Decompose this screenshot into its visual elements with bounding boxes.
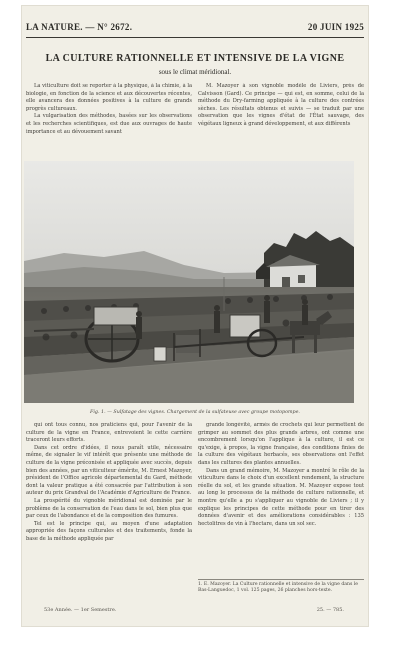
- issue-date: 20 JUIN 1925: [307, 22, 364, 32]
- figure-caption: Fig. 1. — Sulfatage des vignes. Chargement de la sulfateuse avec groupe motopompe.: [90, 410, 300, 415]
- vineyard-photo: [24, 161, 354, 403]
- magazine-issue: LA NATURE. — N° 2672.: [26, 22, 133, 32]
- page-header: [26, 20, 364, 34]
- paragraph: La prospérité du vignoble méridional est dominée par le problème de la conservation de l'eau dans le sol, bien plus que par ceux de l'abondance et de la composition des fumures.: [26, 497, 192, 520]
- magazine-page: [22, 6, 368, 626]
- volume-info: 53e Année. — 1er Semestre.: [44, 607, 117, 613]
- intro-columns: [26, 83, 364, 163]
- paragraph: grande longévité, armés de crochets qui leur permettent de grimper au sommet des plus grands arbres, ont comme une encombrement lorsqu'on l'applique à la culture, il est ce qu'exige, à propos, la vigne française, des conditions finies de la culture des végétaux herbacés, ses observations ont l'effet dans les cultures des plantes annuelles.: [198, 422, 364, 466]
- body-column-right: [198, 422, 364, 600]
- body-columns: [26, 422, 364, 600]
- article-subtitle: sous le climat méridional.: [158, 68, 232, 76]
- vineyard-photo-drawing: [24, 161, 354, 403]
- paragraph: Dans cet ordre d'idées, il nous paraît utile, nécessaire même, de signaler le vif intérêt que présente une méthode de culture de la vigne préconisée et appliquée avec succès, depuis bien des années, par un viticulteur émérite, M. Ernest Mazoyer, président de l'Office agricole départemental du Gard, méthode dont la valeur pratique a été consacrée par l'attribution à son auteur du prix Grandval de l'Académie d'Agriculture de France.: [26, 444, 192, 497]
- header-rule: [26, 37, 364, 38]
- page-number: 25. — 785.: [316, 607, 344, 613]
- body-column-left: [26, 422, 192, 600]
- footnote: 1. E. Mazoyer. La Culture rationnelle et intensive de la vigne dans le Bas-Languedoc, 1 vol. 125 pages, 26 planches hors-texte.: [198, 579, 364, 595]
- paragraph: La viticulture doit se reporter à la physique, à la chimie, à la biologie, en fonction de la science et aux découvertes récentes, elle avancera des données positives à la culture de grands progrès cultureaux.: [26, 83, 192, 112]
- paragraph: M. Mazoyer à son vignoble modèle de Liviers, près de Calvisson (Gard). Ce principe — qui est, en somme, celui de la méthode du Dry-farming appliquée à la culture des contrées sèches. Les résultats obtenus et suivis — se traduit par une observation que les vignes d'état de l'État sauvage, des végétaux ligneux à grand développement, et aux différents: [198, 83, 364, 127]
- paragraph: La vulgarisation des méthodes, basées sur les observations et les recherches scientifiques, est due aux ouvrages de haute importance et au dévouement savant: [26, 113, 192, 135]
- page-footer: [26, 607, 364, 617]
- paragraph: qui ont tous connu, nos praticiens qui, pour l'avenir de la culture de la vigne en France, entrevoient le cette carrière traceront leurs efforts.: [26, 422, 192, 444]
- article-title: LA CULTURE RATIONNELLE ET INTENSIVE DE LA VIGNE: [45, 53, 345, 64]
- intro-column-left: [26, 83, 192, 163]
- paragraph: Tel est le principe qui, au moyen d'une adaptation appropriée des façons culturales et des traitements, fonde la base de la méthode appliquée par: [26, 520, 192, 542]
- paragraph: Dans un grand mémoire, M. Mazoyer a montré le rôle de la viticulture dans le choix d'un excellent rendement, la structure réelle du sol, et les grande situation. M. Mazoyer expose tout au long le processus de la méthode de culture rationnelle, et montre qu'elle a pu s'appliquer au vignoble de Liviers ; il y explique les principes de cette méthode pour en tirer des données d'avenir et des améliorations considérables : 135 hectolitres de vin à l'hectare, dans un sol sec.: [198, 467, 364, 527]
- intro-column-right: [198, 83, 364, 163]
